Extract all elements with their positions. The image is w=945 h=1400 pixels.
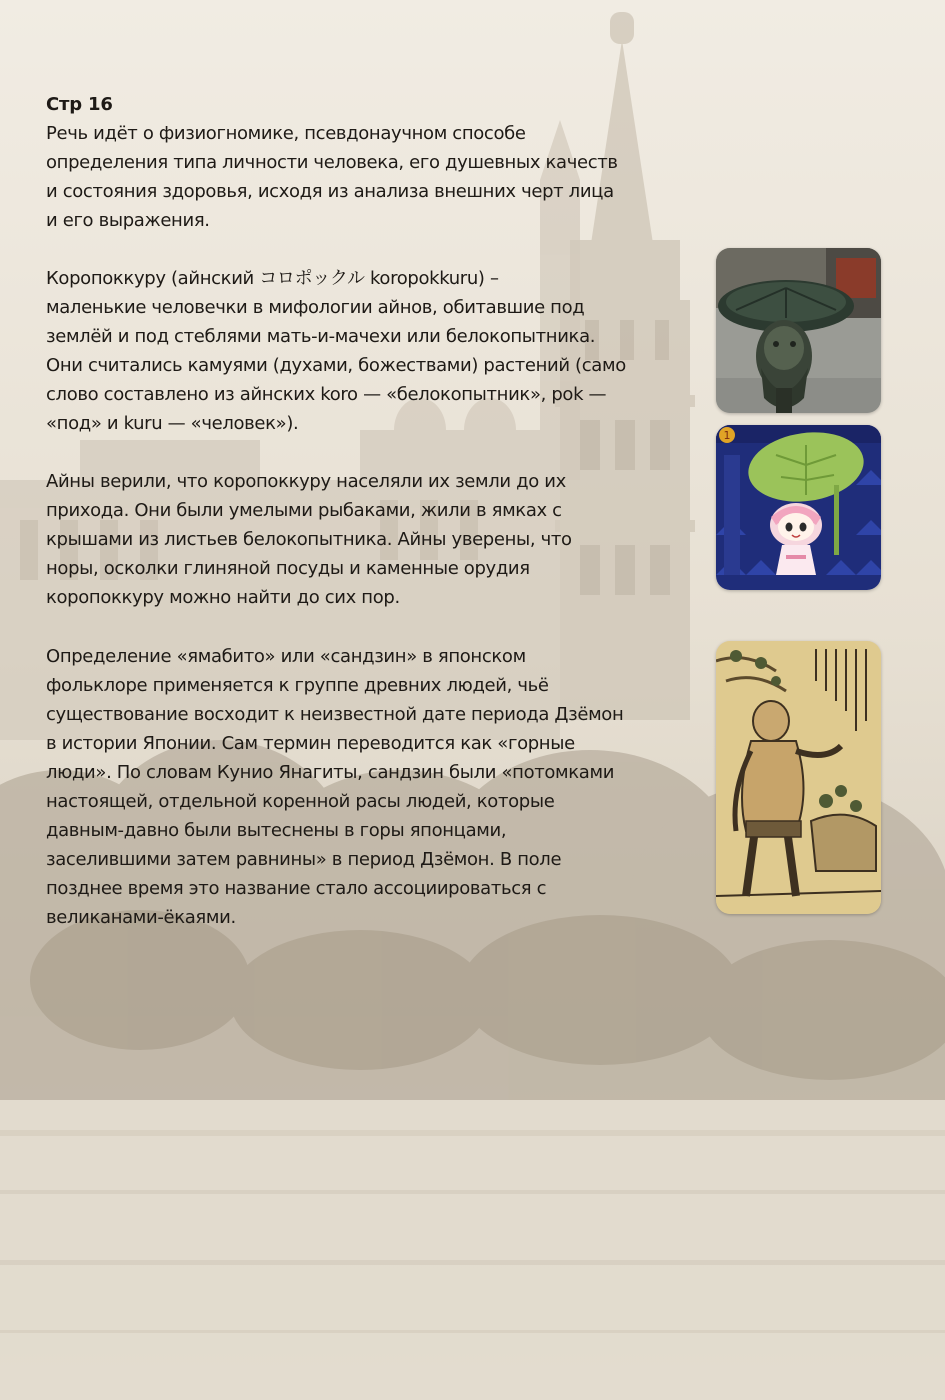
- text-line: коропоккуру можно найти до сих пор.: [46, 587, 400, 608]
- text-line: люди». По словам Кунио Янагиты, сандзин были «потомками: [46, 762, 615, 783]
- text-line: слово составлено из айнских koro — «белокопытник», pok —: [46, 384, 607, 405]
- text-line: и его выражения.: [46, 210, 210, 231]
- yamabito-painting-image: [716, 641, 881, 914]
- text-line: прихода. Они были умелыми рыбаками, жили в ямках с: [46, 500, 562, 521]
- text-line: Они считались камуями (духами, божествами) растений (само: [46, 355, 626, 376]
- card-badge-number: 1: [723, 429, 731, 442]
- text-line: Определение «ямабито» или «сандзин» в японском: [46, 646, 526, 667]
- text-line: настоящей, отдельной коренной расы людей, которые: [46, 791, 555, 812]
- text-line: маленькие человечки в мифологии айнов, обитавшие под: [46, 297, 585, 318]
- text-line: крышами из листьев белокопытника. Айны уверены, что: [46, 529, 572, 550]
- paragraph-koropokkuru: [46, 264, 686, 438]
- text-line: существование восходит к неизвестной дате периода Дзёмон: [46, 704, 624, 725]
- koropokkuru-statue-image: [716, 248, 881, 413]
- text-line: норы, осколки глиняной посуды и каменные орудия: [46, 558, 530, 579]
- paragraph-ainu-belief: [46, 467, 686, 612]
- paragraph-physiognomy: [46, 119, 686, 235]
- koropokkuru-card-image: [716, 425, 881, 590]
- text-line: заселившими затем равнины» в период Дзёмон. В поле: [46, 849, 562, 870]
- text-line: определения типа личности человека, его душевных качеств: [46, 152, 618, 173]
- text-line: давным-давно были вытеснены в горы японцами,: [46, 820, 507, 841]
- text-line: фольклоре применяется к группе древних людей, чьё: [46, 675, 549, 696]
- text-line: в истории Японии. Сам термин переводится как «горные: [46, 733, 575, 754]
- paragraph-yamabito: [46, 642, 686, 932]
- text-line: великанами-ёкаями.: [46, 907, 236, 928]
- text-line: и состояния здоровья, исходя из анализа внешних черт лица: [46, 181, 614, 202]
- text-line: позднее время это название стало ассоциироваться с: [46, 878, 547, 899]
- text-line: «под» и kuru — «человек»).: [46, 413, 299, 434]
- text-line: землёй и под стеблями мать-и-мачехи или белокопытника.: [46, 326, 596, 347]
- text-line: Айны верили, что коропоккуру населяли их земли до их: [46, 471, 566, 492]
- text-line: Коропоккуру (айнский コロポックル koropokkuru) –: [46, 268, 499, 289]
- page-number-heading: Стр 16: [46, 94, 113, 115]
- text-line: Речь идёт о физиогномике, псевдонаучном способе: [46, 123, 526, 144]
